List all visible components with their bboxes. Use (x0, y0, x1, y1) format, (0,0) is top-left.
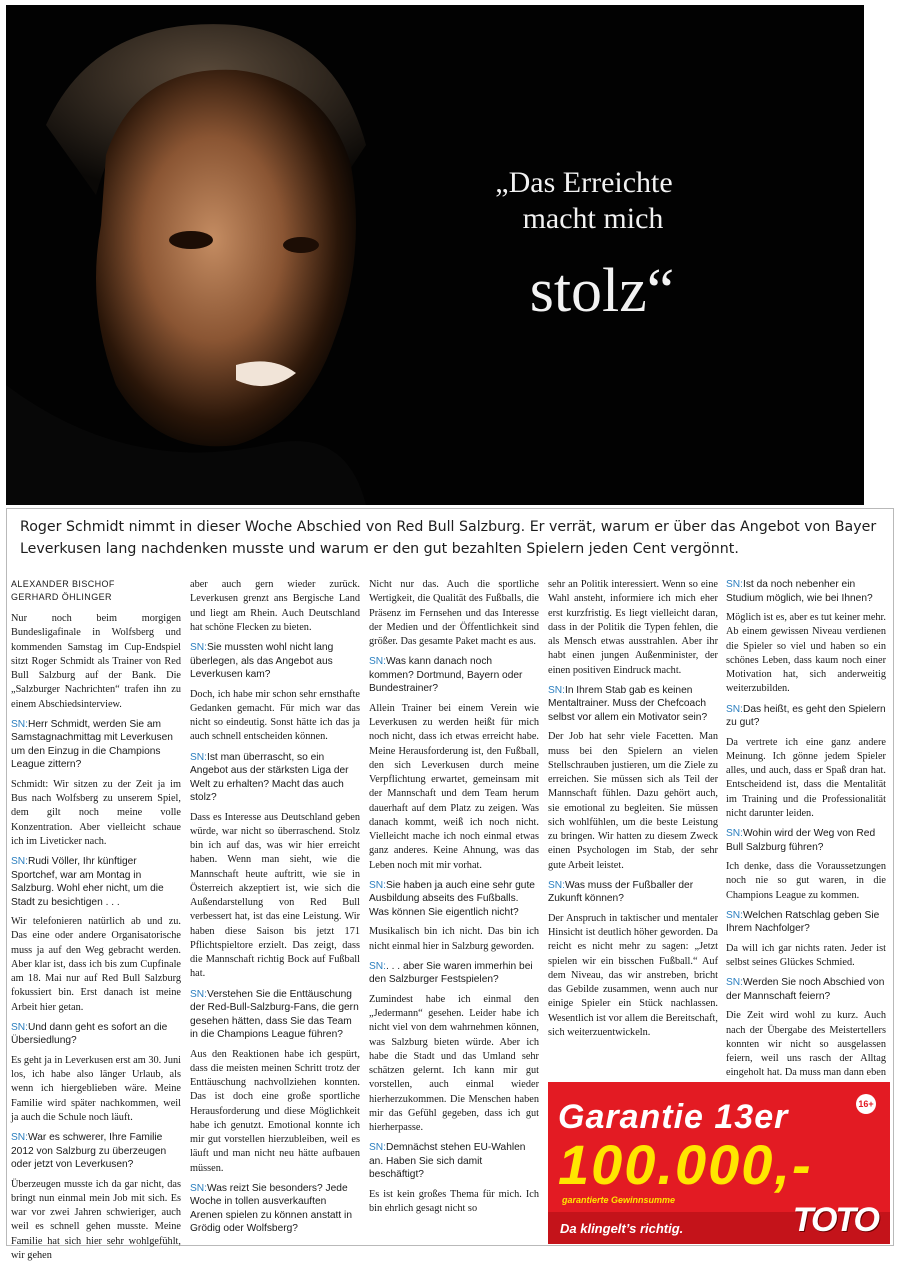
question: SN:Wohin wird der Weg von Red Bull Salzburg führen? (726, 828, 876, 853)
question: SN:Was reizt Sie besonders? Jede Woche in tollen ausverkauften Arenen spielen zu können anstatt in Grödig oder Wolfsberg? (190, 1182, 352, 1235)
column-5 (726, 578, 886, 1101)
answer: Da vertrete ich eine ganz andere Meinung. Ich gönne jedem Spieler alles, und auch, dass er Spaß dran hat. Entscheidend ist, dass die Mentalität im Training und die Professionalität nicht darunter leiden. (726, 736, 886, 819)
question: SN:Was muss der Fußballer der Zukunft können? (548, 879, 694, 905)
question: SN:War es schwerer, Ihre Familie 2012 von Salzburg zu überzeugen oder jetzt von Leverkusen? (11, 1132, 167, 1170)
column-3 (369, 578, 539, 1222)
pull-quote (474, 165, 694, 327)
answer: Es geht ja in Leverkusen erst am 30. Juni los, ich habe also länger Urlaub, als wenn ich hiergeblieben wäre. Meine Familie wird später nachkommen, weil ja auch die Schule noch läuft. (11, 1054, 181, 1123)
pull-quote-line-3: stolz“ (529, 257, 675, 325)
question: SN:Das heißt, es geht den Spielern zu gut? (726, 703, 886, 728)
question: SN:Demnächst stehen EU-Wahlen an. Haben Sie sich damit beschäftigt? (369, 1142, 526, 1181)
ad-amount: 100.000,- (558, 1133, 813, 1196)
question: SN:Sie mussten wohl nicht lang überlegen, als das Angebot aus Leverkusen kam? (190, 642, 334, 680)
question: SN:Rudi Völler, Ihr künftiger Sportchef, war am Montag in Salzburg. Wohl eher nicht, um die Stadt zu besichtigen . . . (11, 856, 164, 908)
answer: Möglich ist es, aber es tut keiner mehr. Ab einem gewissen Niveau verdienen die Spieler so viel und haben so ein schönes Leben, dass kaum noch einer Motivation hat, sich anderweitig weiterzubilden. (726, 612, 886, 695)
answer: Schmidt: Wir sitzen zu der Zeit ja im Bus nach Wolfsberg zu unserem Spiel, dem gilt noch meine volle Konzentration. Aber vielleicht schaue ich im Liveticker nach. (11, 778, 181, 847)
answer: Nicht nur das. Auch die sportliche Wertigkeit, die Qualität des Fußballs, die Präsenz im Fernsehen und das Interesse der Medien und der Öffentlichkeit sind größer. Das gesamte Paket macht es aus. (369, 579, 539, 647)
answer: Doch, ich habe mir schon sehr ernsthafte Gedanken gemacht. Für mich war das nicht so eindeutig. Sonst hätte ich das ja auch schnell entscheiden können. (190, 688, 360, 743)
question: SN:Ist man überrascht, so ein Angebot aus der stärksten Liga der Welt zu erhalten? Macht das auch stolz? (190, 751, 349, 803)
answer: aber auch gern wieder zurück. Leverkusen grenzt ans Bergische Land und liegt am Rhein. Auch Deutschland hat schöne Flecken zu bieten. (190, 579, 360, 633)
answer: Der Job hat sehr viele Facetten. Man muss bei den Spielern an vielen Stellschrauben justieren, um die Ziele zu erreichen. Sie müssen sich als Teil der Mannschaft fühlen. Dazu gehört auch, sie emotional zu begleiten. Sie müssen sich wohlfühlen, um die beste Leistung zu bringen. Wir hatten zu diesem Zweck einen Psychologen im Stab, der sehr gute Arbeit leistet. (548, 731, 718, 871)
answer: Musikalisch bin ich nicht. Das bin ich nicht einmal hier in Salzburg geworden. (369, 926, 539, 952)
question: SN:Werden Sie noch Abschied von der Mannschaft feiern? (726, 977, 885, 1002)
article-lead: Roger Schmidt nimmt in dieser Woche Abschied von Red Bull Salzburg. Er verrät, warum er über das Angebot von Bayer Leverkusen lang nachdenken musste und warum er den gut bezahlten Spielern jeden Cent vergönnt. (20, 519, 877, 557)
answer: Es ist kein großes Thema für mich. Ich bin ehrlich gesagt nicht so (369, 1188, 539, 1214)
answer: Allein Trainer bei einem Verein wie Leverkusen zu werden heißt für mich noch nicht, dass ich etwas erreicht habe. Meine Herausforderung ist, den Fußball, den sich Leverkusen durch meine Verpflichtung erwartet, gemeinsam mit der Mannschaft und dem Team herum dauerhaft auf dem Platz zu zeigen. Was danach kommt, weiß ich noch nicht. Vielleicht mache ich noch einmal etwas ganz anderes. Keine Ahnung, was das Leben noch mit mir vorhat. (369, 702, 539, 871)
column-1 (11, 578, 181, 1269)
author-2: GERHARD ÖHLINGER (11, 592, 112, 602)
question: SN:Ist da noch nebenher ein Studium möglich, wie bei Ihnen? (726, 579, 873, 604)
ad-subline: garantierte Gewinnsumme (562, 1195, 676, 1205)
toto-advertisement[interactable] (548, 1082, 890, 1244)
question: SN:Was kann danach noch kommen? Dortmund, Bayern oder Bundestrainer? (369, 656, 523, 695)
answer: Dass es Interesse aus Deutschland geben würde, war nicht so überraschend. Stolz bin ich auf das, was wir hier erreicht haben. Wenn man sieht, wie die Mannschaft heute auftritt, wie sie in Österreich akzeptiert ist, wie sich die Außendarstellung von Red Bull verbessert hat, ist das eine Leistung. Wir haben diese Saison bis jetzt 171 Pflichtspieltore erzielt. Das zeigt, dass die Mannschaft richtig Bock auf Fußball hat. (190, 811, 360, 980)
answer: Überzeugen musste ich da gar nicht, das bringt nun einmal mein Job mit sich. Es war vor zwei Jahren schwieriger, auch weil es schnell gehen musste. Meine Familie hat sich hier sehr wohlgefühlt, wir gehen (11, 1178, 181, 1261)
pull-quote-line-2: macht mich (522, 202, 664, 235)
author-1: ALEXANDER BISCHOF (11, 579, 115, 589)
answer: Wir telefonieren natürlich ab und zu. Das eine oder andere Organisatorische muss ja auf den Weg gebracht werden. Aber klar ist, dass ich bis zum Cupfinale am 18. Mai nur auf Red Bull Salzburg fokussiert bin. Erst danach ist meine Arbeit hier getan. (11, 916, 181, 1013)
column-4 (548, 578, 718, 1046)
answer: Da will ich gar nichts raten. Jeder ist selbst seines Glückes Schmied. (726, 942, 886, 968)
ad-headline: Garantie 13er (558, 1098, 789, 1136)
answer: Aus den Reaktionen habe ich gespürt, dass die meisten meinen Schritt trotz der Enttäuschung nachvollziehen konnten. Das ist doch eine große sportliche Herausforderung und diese Möglichkeit habe ich genutzt. Emotional konnte ich mir gut vorstellen hierzubleiben, weil es läuft und man nicht neu hätte aufbauen müssen. (190, 1048, 360, 1174)
question: SN:Und dann geht es sofort an die Übersiedlung? (11, 1021, 168, 1047)
age-badge: 16+ (856, 1094, 876, 1114)
answer: Die Zeit wird wohl zu kurz. Auch nach der Übergabe des Meistertellers konnten wir nicht so ausgelassen feiern, weil uns rasch der Alltag eingeholt hat. Da muss man dann eben (726, 1010, 886, 1079)
question: SN:. . . aber Sie waren immerhin bei den Salzburger Festspielen? (369, 960, 533, 986)
answer: Der Anspruch in taktischer und mentaler Hinsicht ist deutlich höher geworden. Da reicht es nicht mehr zu sagen: „Jetzt spielen wir ein bisschen Fußball.“ Auf dem Niveau, das wir anstreben, bricht das Gebilde zusammen, wenn auch nur einige Spieler ein Stück nachlassen. Wesentlich ist vor allem die Bereitschaft, sich weiterzuentwickeln. (548, 912, 718, 1038)
column-2 (190, 578, 360, 1242)
question: SN:In Ihrem Stab gab es keinen Mentaltrainer. Muss der Chefcoach selbst vor allem ein Motivator sein? (548, 684, 708, 723)
question: SN:Sie haben ja auch eine sehr gute Ausbildung abseits des Fußballs. Was können Sie eigentlich nicht? (369, 879, 535, 918)
toto-logo: TOTO (792, 1201, 878, 1239)
question: SN:Verstehen Sie die Enttäuschung der Red-Bull-Salzburg-Fans, die gern gesehen hätten, dass Sie das Team in die Champions League führen? (190, 988, 359, 1040)
question: SN:Welchen Ratschlag geben Sie Ihrem Nachfolger? (726, 909, 880, 935)
author-line (11, 578, 181, 604)
portrait-illustration (6, 5, 864, 505)
portrait-photo (6, 5, 864, 505)
pull-quote-line-1: „Das Erreichte (495, 166, 673, 199)
answer: Ich denke, dass die Voraussetzungen noch nie so gut waren, in die Champions League zu kommen. (726, 861, 886, 901)
intro-text: Nur noch beim morgigen Bundesligafinale in Wolfsberg und kommenden Samstag im Cup-Endspiel sitzt Roger Schmidt als Trainer von Red Bull Salzburg auf der Bank. Die „Salzburger Nachrichten“ trafen ihn zu einem Abschiedsinterview. (11, 613, 181, 710)
question: SN:Herr Schmidt, werden Sie am Samstagnachmittag mit Leverkusen um den Einzug in die Champions League zittern? (11, 718, 173, 771)
answer: sehr an Politik interessiert. Wenn so eine Wahl ansteht, informiere ich mich eher erst kurzfristig. Es liegt vielleicht daran, dass in der Politik die Typen fehlen, die als Mensch etwas ausstrahlen. Aber ihr habt einen jungen Außenminister, der einen positiven Eindruck macht. (548, 579, 718, 676)
ad-slogan: Da klingelt’s richtig. (560, 1221, 684, 1236)
answer: Zumindest habe ich einmal den „Jedermann“ gesehen. Leider habe ich nicht viel von dem wahrnehmen können, was Salzburg bieten würde. Aber ich habe die Stadt und das Umland sehr schätzen gelernt. Ich kann mir gut vorstellen, auch einmal wieder hierherzukommen. Die Menschen haben mir das Gefühl gegeben, dass ich gut hierherpasse. (369, 993, 539, 1133)
